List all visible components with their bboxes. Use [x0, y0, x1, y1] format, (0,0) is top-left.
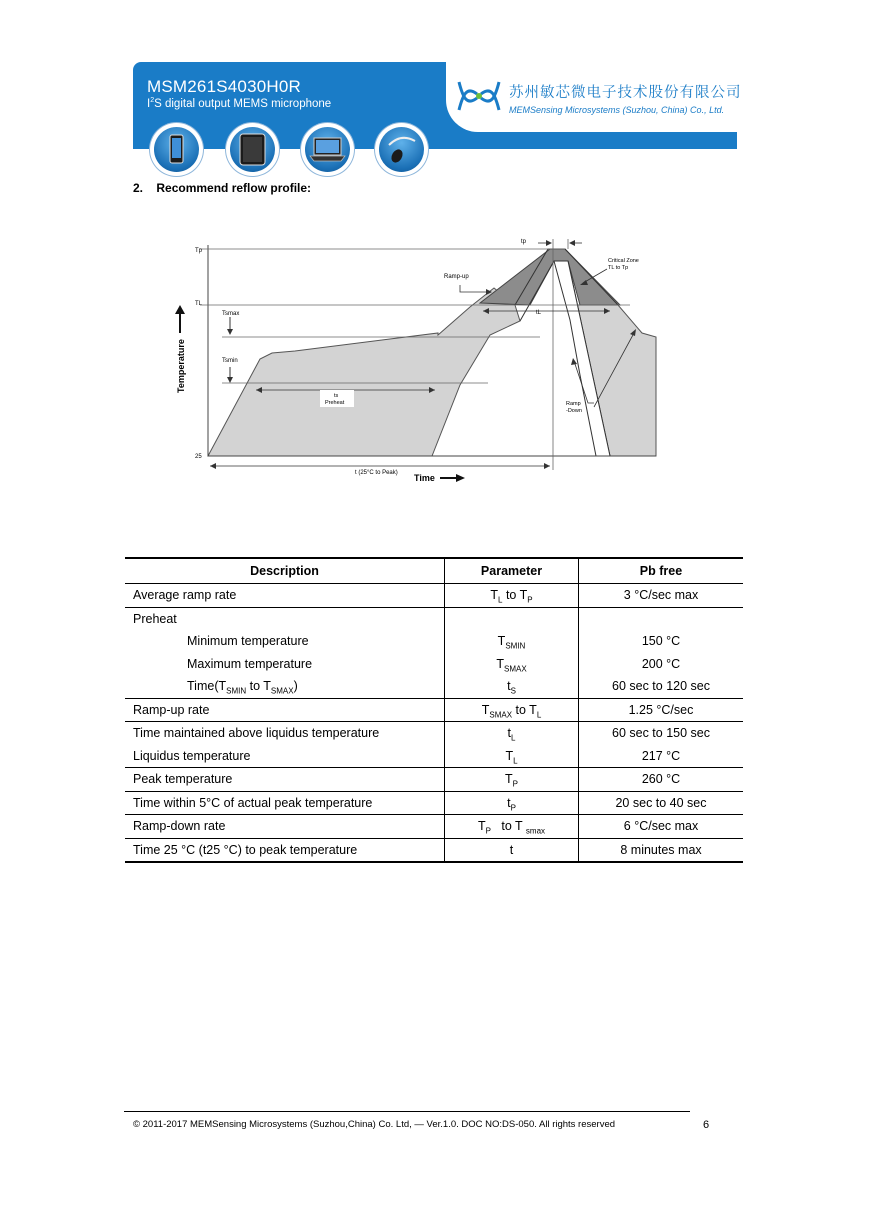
t-to-peak-label: t (25°C to Peak)	[355, 470, 398, 476]
headset-icon	[375, 123, 428, 176]
col-description: Description	[125, 558, 445, 584]
x-axis-label: Time	[414, 473, 435, 483]
col-pb-free: Pb free	[579, 558, 744, 584]
y-axis-label: Temperature	[176, 339, 186, 393]
document-title: MSM261S4030H0R	[147, 77, 301, 96]
table-row: Preheat Minimum temperature Maximum temperature $Time(T_{SMIN}$ to $T_{SMAX}$) $T_{SMIN}$ $T_{SMAX}$ $t_S$ 150 °C 200 °C 60 sec to 120 sec	[125, 607, 743, 698]
tp-time-label: tp	[521, 239, 527, 245]
tsmax-label: Tsmax	[222, 311, 240, 317]
laptop-icon	[301, 123, 354, 176]
preheat-band	[208, 288, 520, 456]
critical-zone-label: Critical Zone	[608, 258, 639, 264]
smartphone-icon	[150, 123, 203, 176]
section-heading: 2. Recommend reflow profile:	[133, 181, 312, 195]
table-row: Average ramp rate $T_L$ to $T_P$ 3 °C/sec max	[125, 584, 743, 608]
table-row: Ramp-up rate $T_{SMAX}$ to $T_L$ 1.25 °C/sec	[125, 698, 743, 722]
page-number: 6	[703, 1119, 710, 1131]
table-row: Peak temperature $T_P$ 260 °C	[125, 768, 743, 792]
tsmin-label: Tsmin	[222, 358, 238, 364]
t25-label: 25	[195, 454, 202, 460]
tl-label: TL	[195, 301, 203, 307]
tl-interval-label: tL	[536, 310, 542, 316]
reflow-profile-diagram	[170, 225, 670, 490]
tablet-icon	[226, 123, 279, 176]
table-row: Time within 5°C of actual peak temperature $t_P$ 20 sec to 40 sec	[125, 791, 743, 815]
document-subtitle: $I^2S$ digital output MEMS microphone	[147, 97, 332, 110]
reflow-spec-table	[125, 557, 743, 863]
company-logo-icon	[453, 76, 505, 116]
ts-label: ts	[334, 393, 339, 399]
critical-zone-range-label: TL to Tp	[608, 265, 629, 271]
ramp-up-label: Ramp-up	[444, 274, 469, 280]
preheat-label: Preheat	[325, 400, 345, 406]
company-name-cn: 苏州敏芯微电子技术股份有限公司	[509, 85, 742, 101]
ramp-down-label-2: -Down	[566, 408, 582, 414]
table-row: Ramp-down rate $T_P$ to T $_{smax}$ 6 °C/sec max	[125, 815, 743, 839]
company-name-en: MEMSensing Microsystems (Suzhou, China) Co., Ltd.	[509, 105, 725, 115]
tp-label: Tp	[195, 248, 203, 254]
footer-copyright: © 2011-2017 MEMSensing Microsystems (Suzhou,China) Co. Ltd, — Ver.1.0. DOC NO:DS-050. All rights reserved	[133, 1119, 616, 1130]
ramp-down-label: Ramp	[566, 401, 581, 407]
footer-divider	[124, 1111, 690, 1112]
table-header-row	[125, 558, 743, 584]
table-row: Time 25 °C (t25 °C) to peak temperature t 8 minutes max	[125, 838, 743, 862]
col-parameter: Parameter	[445, 558, 579, 584]
table-row: Time maintained above liquidus temperature Liquidus temperature $t_L$ $T_L$ 60 sec to 150 sec 217 °C	[125, 722, 743, 768]
critical-zone	[480, 249, 620, 305]
